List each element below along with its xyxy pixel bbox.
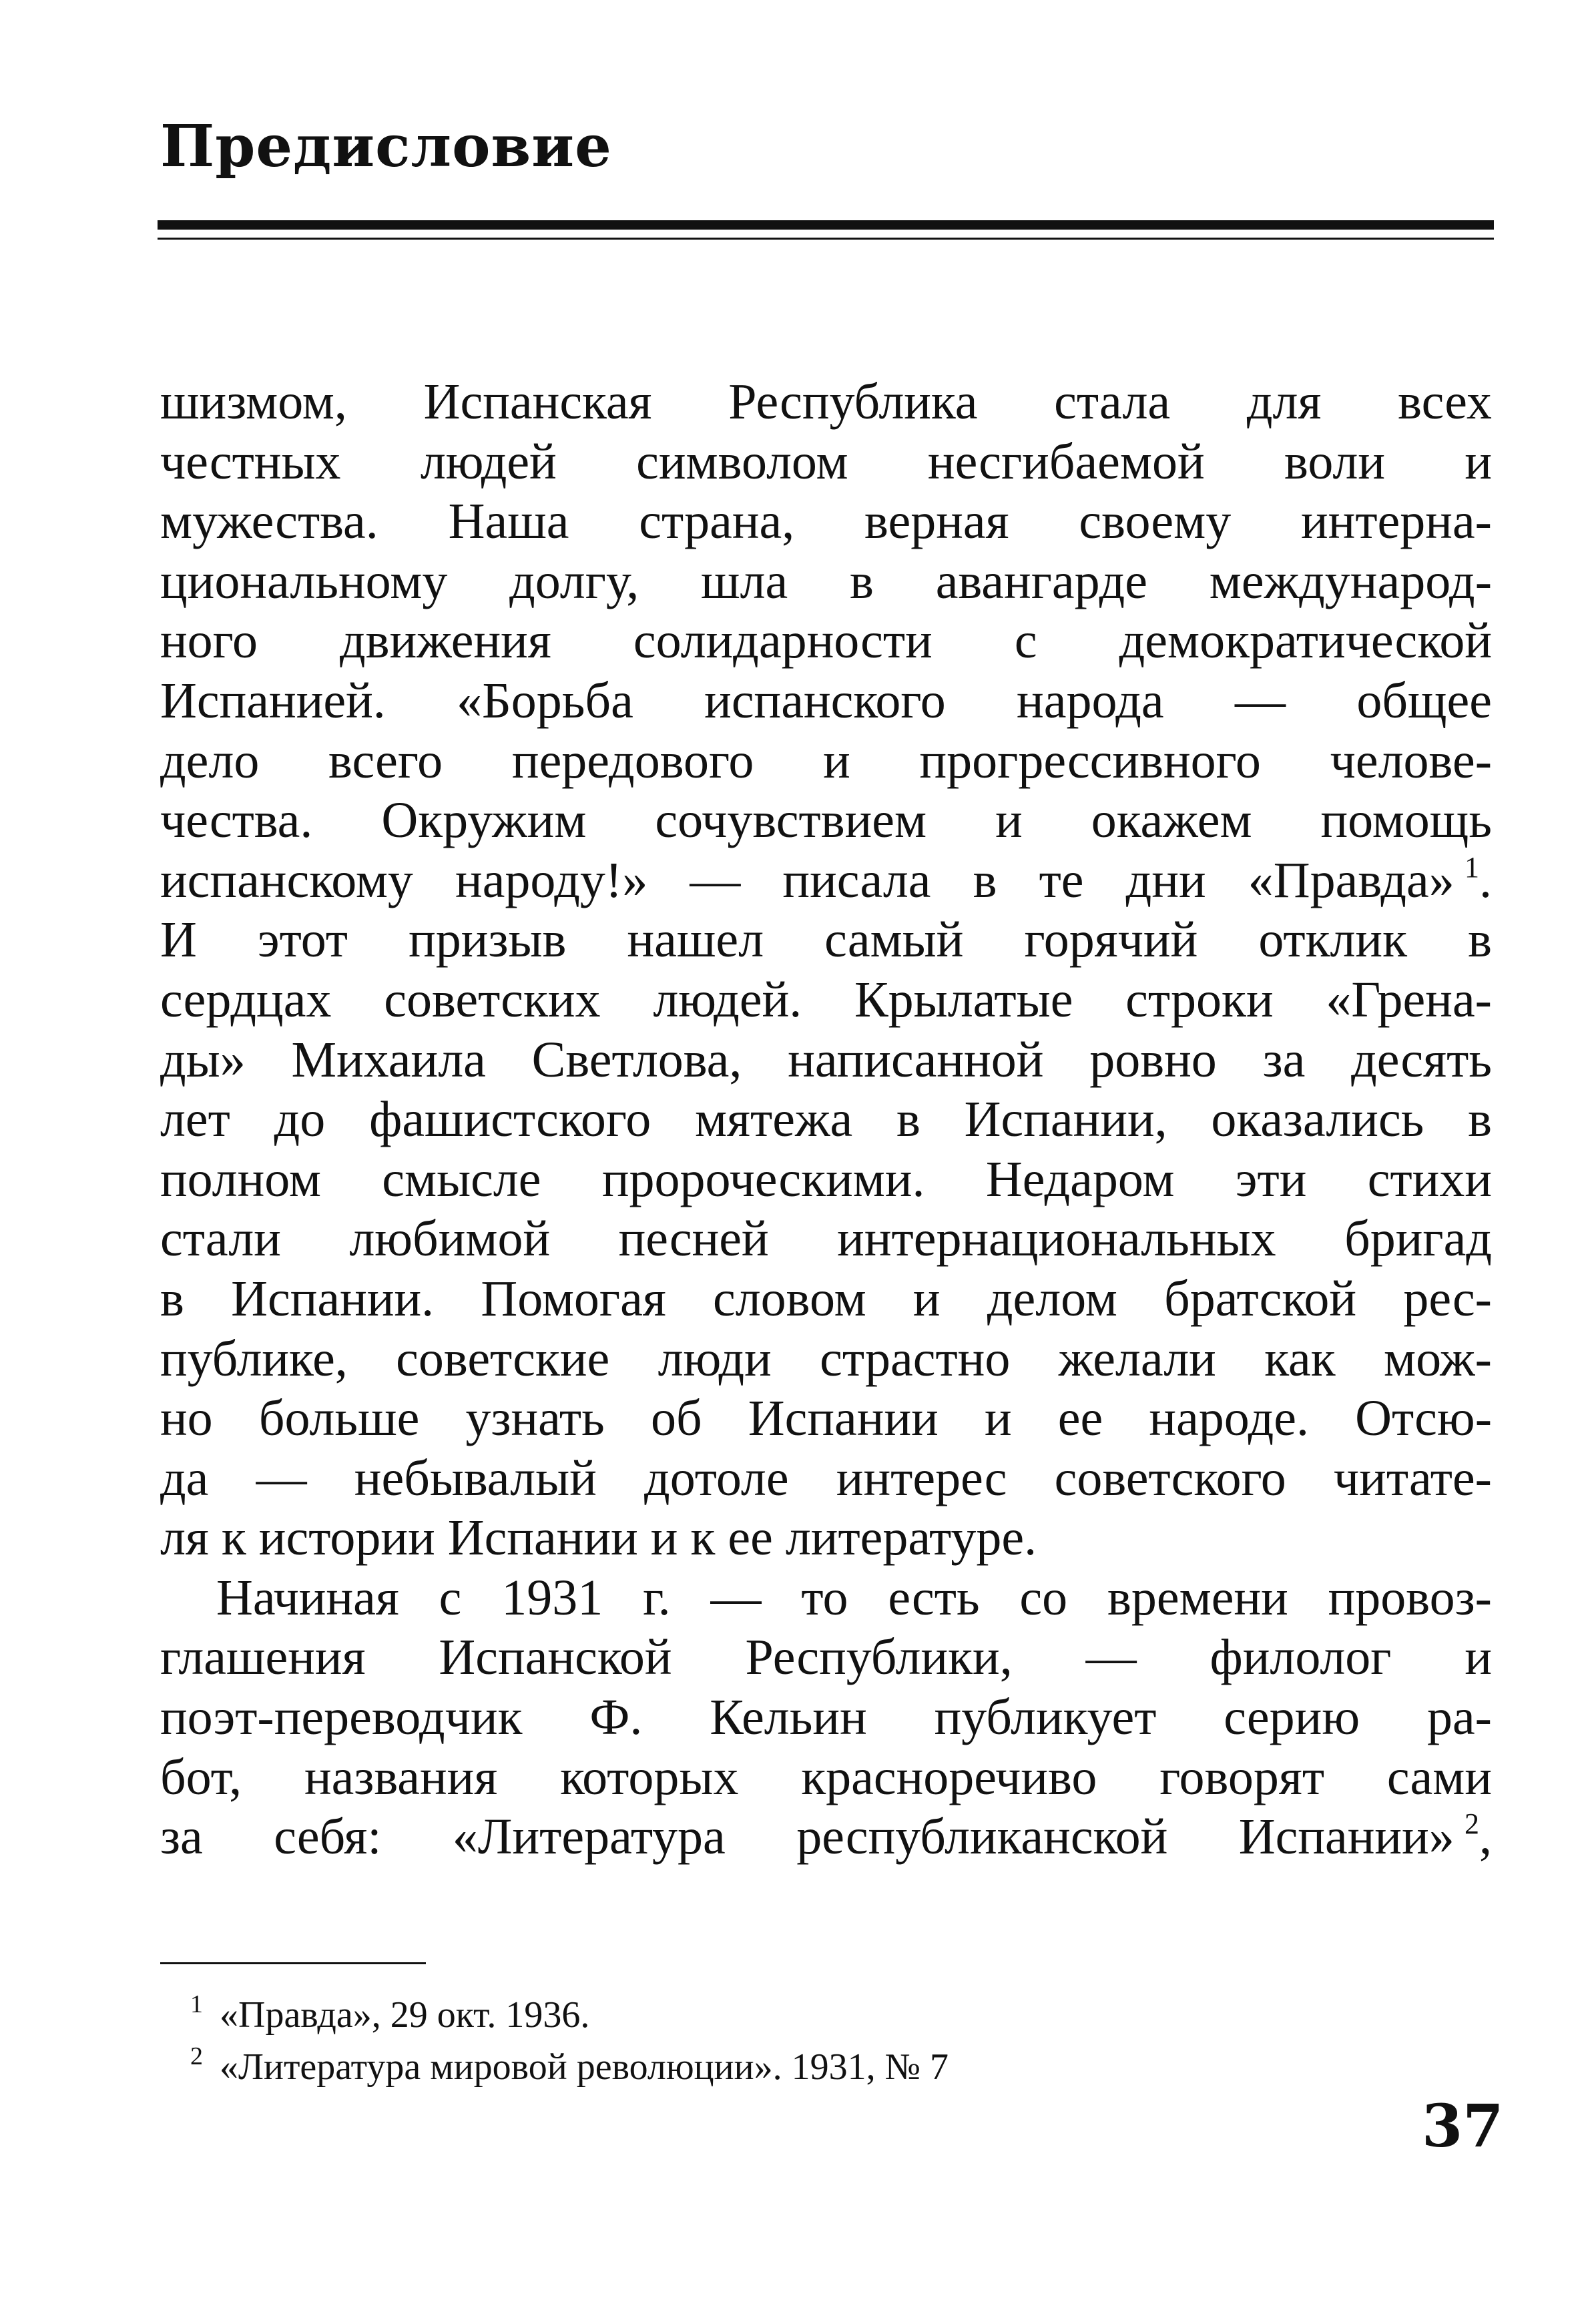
text-line: мужества. Наша страна, верная своему интерна- [160, 493, 1492, 550]
footnote-text: «Литература мировой революции». 1931, № 7 [220, 2046, 949, 2088]
footnote-ref-1: 1 [1465, 850, 1479, 884]
footnotes [190, 1989, 949, 2093]
text-line: лет до фашистского мятежа в Испании, оказались в [160, 1091, 1492, 1148]
page-number: 37 [1422, 2091, 1504, 2160]
text-line [160, 851, 1492, 911]
text-line: публике, советские люди страстно желали как мож- [160, 1330, 1492, 1387]
text-line: полном смысле пророческими. Недаром эти стихи [160, 1151, 1492, 1207]
text-line [160, 1807, 1492, 1867]
text-line: циональному долгу, шла в авангарде международ- [160, 553, 1492, 609]
footnote-ref-2: 2 [1465, 1807, 1479, 1841]
running-header: Предисловие [160, 113, 612, 180]
text-line: И этот призыв нашел самый горячий отклик в [160, 912, 1492, 968]
text-line: сердцах советских людей. Крылатые строки «Грена- [160, 971, 1492, 1028]
text-line: Начиная с 1931 г. — то есть со времени провоз- [216, 1569, 1492, 1626]
text-line: стали любимой песней интернациональных бригад [160, 1211, 1492, 1267]
text-line: ля к истории Испании и к ее литературе. [160, 1510, 1037, 1566]
footnote-2: 2 «Литература мировой революции». 1931, № 7 [190, 2042, 949, 2088]
footnote-text: «Правда», 29 окт. 1936. [220, 1994, 590, 2036]
text-line-content: за себя: «Литература республиканской Испании» [160, 1809, 1454, 1865]
header-rule-thin [158, 238, 1494, 240]
line-punct: . [1479, 852, 1492, 908]
text-line: глашения Испанской Республики, — филолог и [160, 1629, 1492, 1686]
text-line: шизмом, Испанская Республика стала для всех [160, 374, 1492, 430]
header-rule [158, 220, 1494, 230]
text-line: поэт-переводчик Ф. Кельин публикует серию ра- [160, 1689, 1492, 1746]
body-text [160, 372, 1492, 1867]
line-punct: , [1479, 1809, 1492, 1865]
text-line: ного движения солидарности с демократической [160, 613, 1492, 669]
footnote-1: 1 «Правда», 29 окт. 1936. [190, 1990, 590, 2036]
text-line: в Испании. Помогая словом и делом братской рес- [160, 1270, 1492, 1327]
text-line: бот, названия которых красноречиво говорят сами [160, 1749, 1492, 1805]
text-line: ды» Михаила Светлова, написанной ровно за десять [160, 1031, 1492, 1088]
text-line: да — небывалый дотоле интерес советского читате- [160, 1450, 1492, 1506]
text-line: но больше узнать об Испании и ее народе. Отсю- [160, 1390, 1492, 1447]
text-line: чества. Окружим сочувствием и окажем помощь [160, 792, 1492, 849]
text-line: Испанией. «Борьба испанского народа — общее [160, 672, 1492, 729]
text-line: дело всего передового и прогрессивного челове- [160, 732, 1492, 789]
text-line: честных людей символом несгибаемой воли и [160, 433, 1492, 490]
footnote-separator [160, 1962, 426, 1964]
text-line-content: испанскому народу!» — писала в те дни «Правда» [160, 852, 1454, 908]
